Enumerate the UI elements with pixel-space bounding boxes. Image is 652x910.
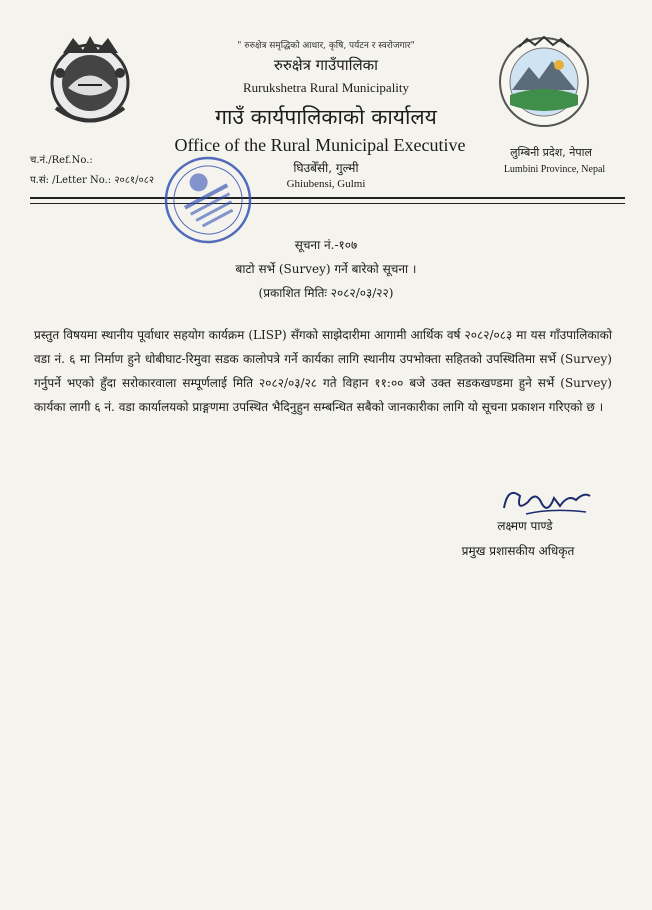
office-name-nepali: गाउँ कार्यपालिकाको कार्यालय [215,105,437,129]
province-english: Lumbini Province, Nepal [503,164,606,175]
notice-number: सूचना नं.-१०७ [294,238,358,252]
header-divider [30,197,625,199]
notice-published-date: (प्रकाशित मितिः २०८२/०३/२२) [258,286,394,300]
notice-title: बाटो सर्भे (Survey) गर्ने बारेको सूचना । [235,262,417,276]
office-name-english: Office of the Rural Municipal Executive [174,135,466,155]
address-english: Ghiubensi, Gulmi [286,178,366,190]
signatory-name: लक्ष्मण पाण्डे [497,519,553,533]
address-nepali: घिउबेँसी, गुल्मी [293,161,359,175]
reference-number: च.नं./Ref.No.: [30,155,93,166]
municipality-name-nepali: रुरुक्षेत्र गाउँपालिका [273,56,379,74]
letter-number: प.सं: /Letter No.: २०८१/०८२ [30,175,155,186]
municipality-name-english: Rurukshetra Rural Municipality [242,80,410,95]
slogan: " रुरुक्षेत्र समृद्धिको आधार, कृषि, पर्यटन र स्वरोजगार" [237,41,415,51]
signatory-title: प्रमुख प्रशासकीय अधिकृत [461,544,575,558]
province-nepali: लुम्बिनी प्रदेश, नेपाल [510,146,592,159]
official-stamp-icon [158,150,258,250]
notice-body: प्रस्तुत विषयमा स्थानीय पूर्वाधार सहयोग कार्यक्रम (LISP) सँगको साझेदारीमा आगामी आर्थिक वर्ष २०८२/०८३ मा यस गाँउपालिकाको वडा नं. ६ मा निर्माण हुने धोबीघाट-रिमुवा सडक कालोपत्रे गर्ने कार्यका लागि स्थानीय उपभोक्ता सहितको उपस्थितिमा सर्भे (Survey) गर्नुपर्ने भएको हुँदा सरोकारवाला सम्पूर्णलाई मिति २०८२/०३/२८ गते विहान ११:०० बजे उक्त सडकखण्डमा हुने सर्भे (Survey) कार्यका लागी ६ नं. वडा कार्यालयको प्राङ्गणमा उपस्थित भैदिनुहुन सम्बन्धित सबैको जानकारीका लागि यो सूचना प्रकाशन गरिएको छ । [34,328,612,414]
municipality-logo-icon [497,35,591,129]
header-divider-thin [30,203,625,204]
